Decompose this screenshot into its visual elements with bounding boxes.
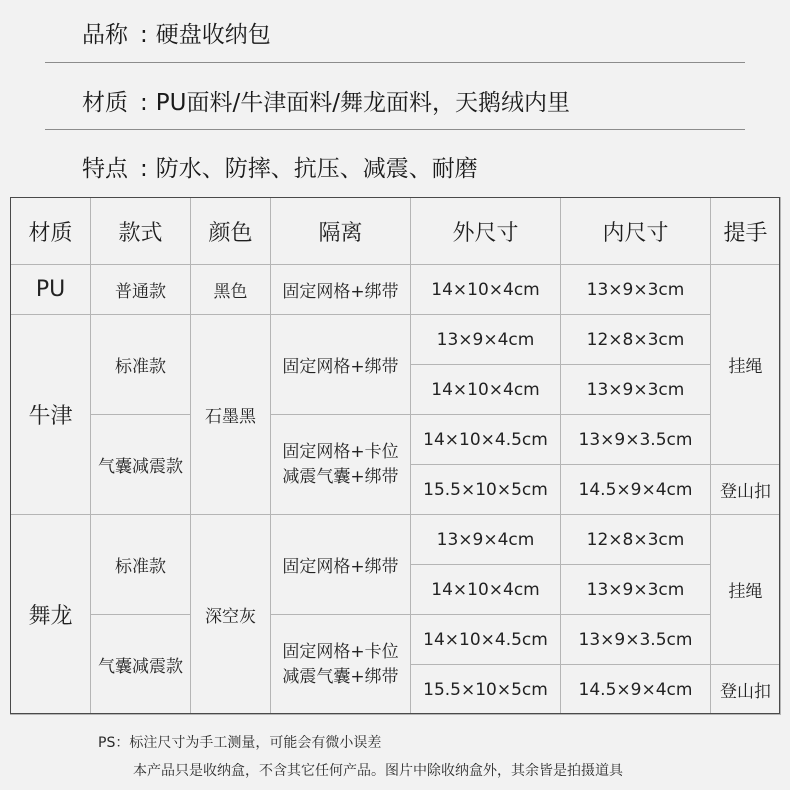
info-features-line [82, 150, 478, 183]
cell-inner-size: 12×8×3cm [561, 315, 711, 365]
cell-material-dragon: 舞龙 [11, 515, 91, 715]
cell-style: 标准款 [91, 315, 191, 415]
divider-2 [45, 129, 745, 130]
cell-partition [271, 615, 411, 715]
partition-line-1: 固定网格+卡位 [282, 441, 399, 462]
cell-inner-size: 14.5×9×4cm [561, 665, 711, 715]
cell-color: 深空灰 [191, 515, 271, 715]
cell-inner-size: 13×9×3.5cm [561, 615, 711, 665]
header-color: 颜色 [191, 198, 271, 265]
header-outer-size: 外尺寸 [411, 198, 561, 265]
header-inner-size: 内尺寸 [561, 198, 711, 265]
ps-note: PS：标注尺寸为手工测量，可能会有微小误差 [98, 735, 382, 751]
cell-style: 气囊减震款 [91, 415, 191, 515]
cell-partition: 固定网格+绑带 [271, 315, 411, 415]
cell-partition [271, 415, 411, 515]
info-material-value: PU面料/牛津面料/舞龙面料，天鹅绒内里 [155, 90, 570, 116]
cell-inner-size: 13×9×3.5cm [561, 415, 711, 465]
cell-color: 黑色 [191, 265, 271, 315]
info-material-line [82, 84, 570, 117]
cell-partition: 固定网格+绑带 [271, 265, 411, 315]
cell-outer-size: 14×10×4.5cm [411, 415, 561, 465]
disclaimer-note: 本产品只是收纳盒，不含其它任何产品。图片中除收纳盒外，其余皆是拍摄道具 [133, 763, 623, 779]
cell-inner-size: 12×8×3cm [561, 515, 711, 565]
info-material-sep: : [140, 90, 148, 116]
partition-line-2: 减震气囊+绑带 [282, 666, 399, 687]
info-features-value: 防水、防摔、抗压、减震、耐磨 [155, 156, 478, 182]
cell-inner-size: 13×9×3cm [561, 365, 711, 415]
cell-inner-size: 13×9×3cm [561, 565, 711, 615]
cell-outer-size: 13×9×4cm [411, 515, 561, 565]
cell-outer-size: 14×10×4.5cm [411, 615, 561, 665]
cell-color: 石墨黑 [191, 315, 271, 515]
divider-1 [45, 62, 745, 63]
table-row [11, 615, 781, 665]
cell-outer-size: 14×10×4cm [411, 265, 561, 315]
cell-material-oxford: 牛津 [11, 315, 91, 515]
info-features-sep: : [140, 156, 148, 182]
cell-outer-size: 13×9×4cm [411, 315, 561, 365]
cell-handle-buckle: 登山扣 [711, 665, 781, 715]
table-row [11, 415, 781, 465]
table-row [11, 265, 781, 315]
cell-partition: 固定网格+绑带 [271, 515, 411, 615]
header-partition: 隔离 [271, 198, 411, 265]
info-material-label: 材质 [82, 90, 128, 116]
cell-inner-size: 14.5×9×4cm [561, 465, 711, 515]
spec-table [10, 197, 781, 715]
header-style: 款式 [91, 198, 191, 265]
table-row [11, 315, 781, 365]
cell-handle-rope: 挂绳 [711, 265, 781, 465]
cell-outer-size: 14×10×4cm [411, 565, 561, 615]
table-row [11, 515, 781, 565]
info-name-sep: : [140, 22, 148, 48]
cell-outer-size: 15.5×10×5cm [411, 465, 561, 515]
cell-outer-size: 15.5×10×5cm [411, 665, 561, 715]
cell-material-pu: PU [11, 265, 91, 315]
cell-inner-size: 13×9×3cm [561, 265, 711, 315]
partition-line-1: 固定网格+卡位 [282, 641, 399, 662]
info-name-line [82, 16, 271, 49]
info-name-value: 硬盘收纳包 [155, 22, 271, 48]
cell-style: 标准款 [91, 515, 191, 615]
cell-handle-rope: 挂绳 [711, 515, 781, 665]
cell-outer-size: 14×10×4cm [411, 365, 561, 415]
info-features-label: 特点 [82, 156, 128, 182]
cell-handle-buckle: 登山扣 [711, 465, 781, 515]
cell-style: 气囊减震款 [91, 615, 191, 715]
info-name-label: 品称 [82, 22, 128, 48]
cell-style: 普通款 [91, 265, 191, 315]
table-header-row [11, 198, 781, 265]
partition-line-2: 减震气囊+绑带 [282, 466, 399, 487]
header-material: 材质 [11, 198, 91, 265]
header-handle: 提手 [711, 198, 781, 265]
